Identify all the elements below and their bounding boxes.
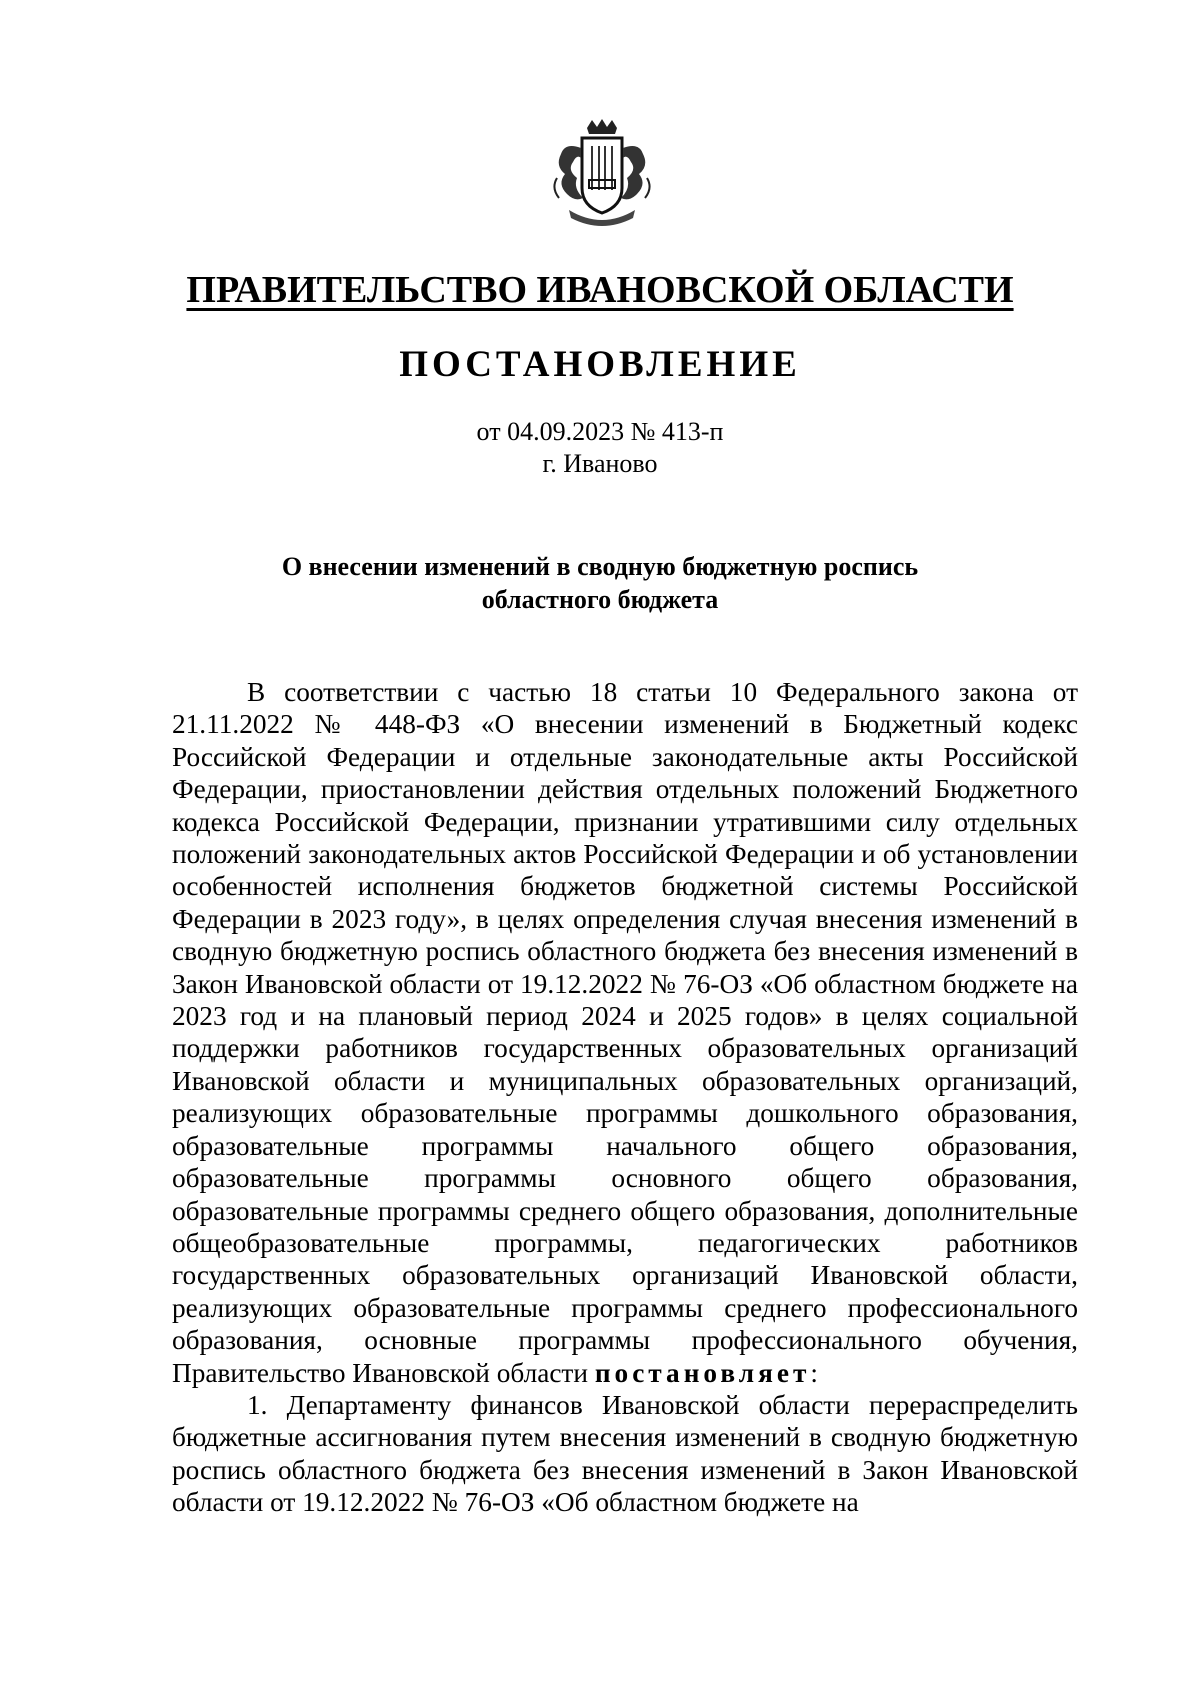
decree-colon: : [810,1357,818,1388]
preamble-paragraph [172,676,1078,1389]
preamble-text: В соответствии с частью 18 статьи 10 Федерального закона от 21.11.2022 № 448-ФЗ «О внесении изменений в Бюджетный кодекс Российской Федерации и отдельные законодательные акты Российской Федерации, приостановлении действия отдельных положений Бюджетного кодекса Российской Федерации, признании утратившими силу отдельных положений законодательных актов Российской Федерации и об установлении особенностей исполнения бюджетов бюджетной системы Российской Федерации в 2023 году», в целях определения случая внесения изменений в сводную бюджетную роспись областного бюджета без внесения изменений в Закон Ивановской области от 19.12.2022 № 76-ОЗ «Об областном бюджете на 2023 год и на плановый период 2024 и 2025 годов» в целях социальной поддержки работников государственных образовательных организаций Ивановской области и муниципальных образовательных организаций, реализующих образовательные программы дошкольного образования, образовательные программы начального общего образования, образовательные программы основного общего образования, образовательные программы среднего общего образования, дополнительные общеобразовательные программы, педагогических работников государственных образовательных организаций Ивановской области, реализующих образовательные программы среднего профессионального образования, основные программы профессионального обучения, Правительство Ивановской области [172,677,1078,1388]
document-subject [0,550,1200,616]
document-body [172,676,1078,1519]
document-date-number: от 04.09.2023 № 413-п [476,417,724,446]
ivanovo-coat-of-arms-icon [547,118,657,233]
organization-title-text: ПРАВИТЕЛЬСТВО ИВАНОВСКОЙ ОБЛАСТИ [186,269,1014,311]
subject-line-2: областного бюджета [481,585,719,614]
decree-word: постановляет [594,1357,811,1388]
document-type-title: ПОСТАНОВЛЕНИЕ [399,344,801,385]
coat-of-arms-emblem [547,118,657,233]
subject-line-1: О внесении изменений в сводную бюджетную роспись [281,552,919,581]
organization-title [0,268,1200,312]
item-1-paragraph: 1. Департаменту финансов Ивановской области перераспределить бюджетные ассигнования путем внесения изменений в сводную бюджетную роспись областного бюджета без внесения изменений в Закон Ивановской области от 19.12.2022 № 76-ОЗ «Об областном бюджете на [172,1389,1078,1518]
document-city: г. Иваново [542,449,658,478]
